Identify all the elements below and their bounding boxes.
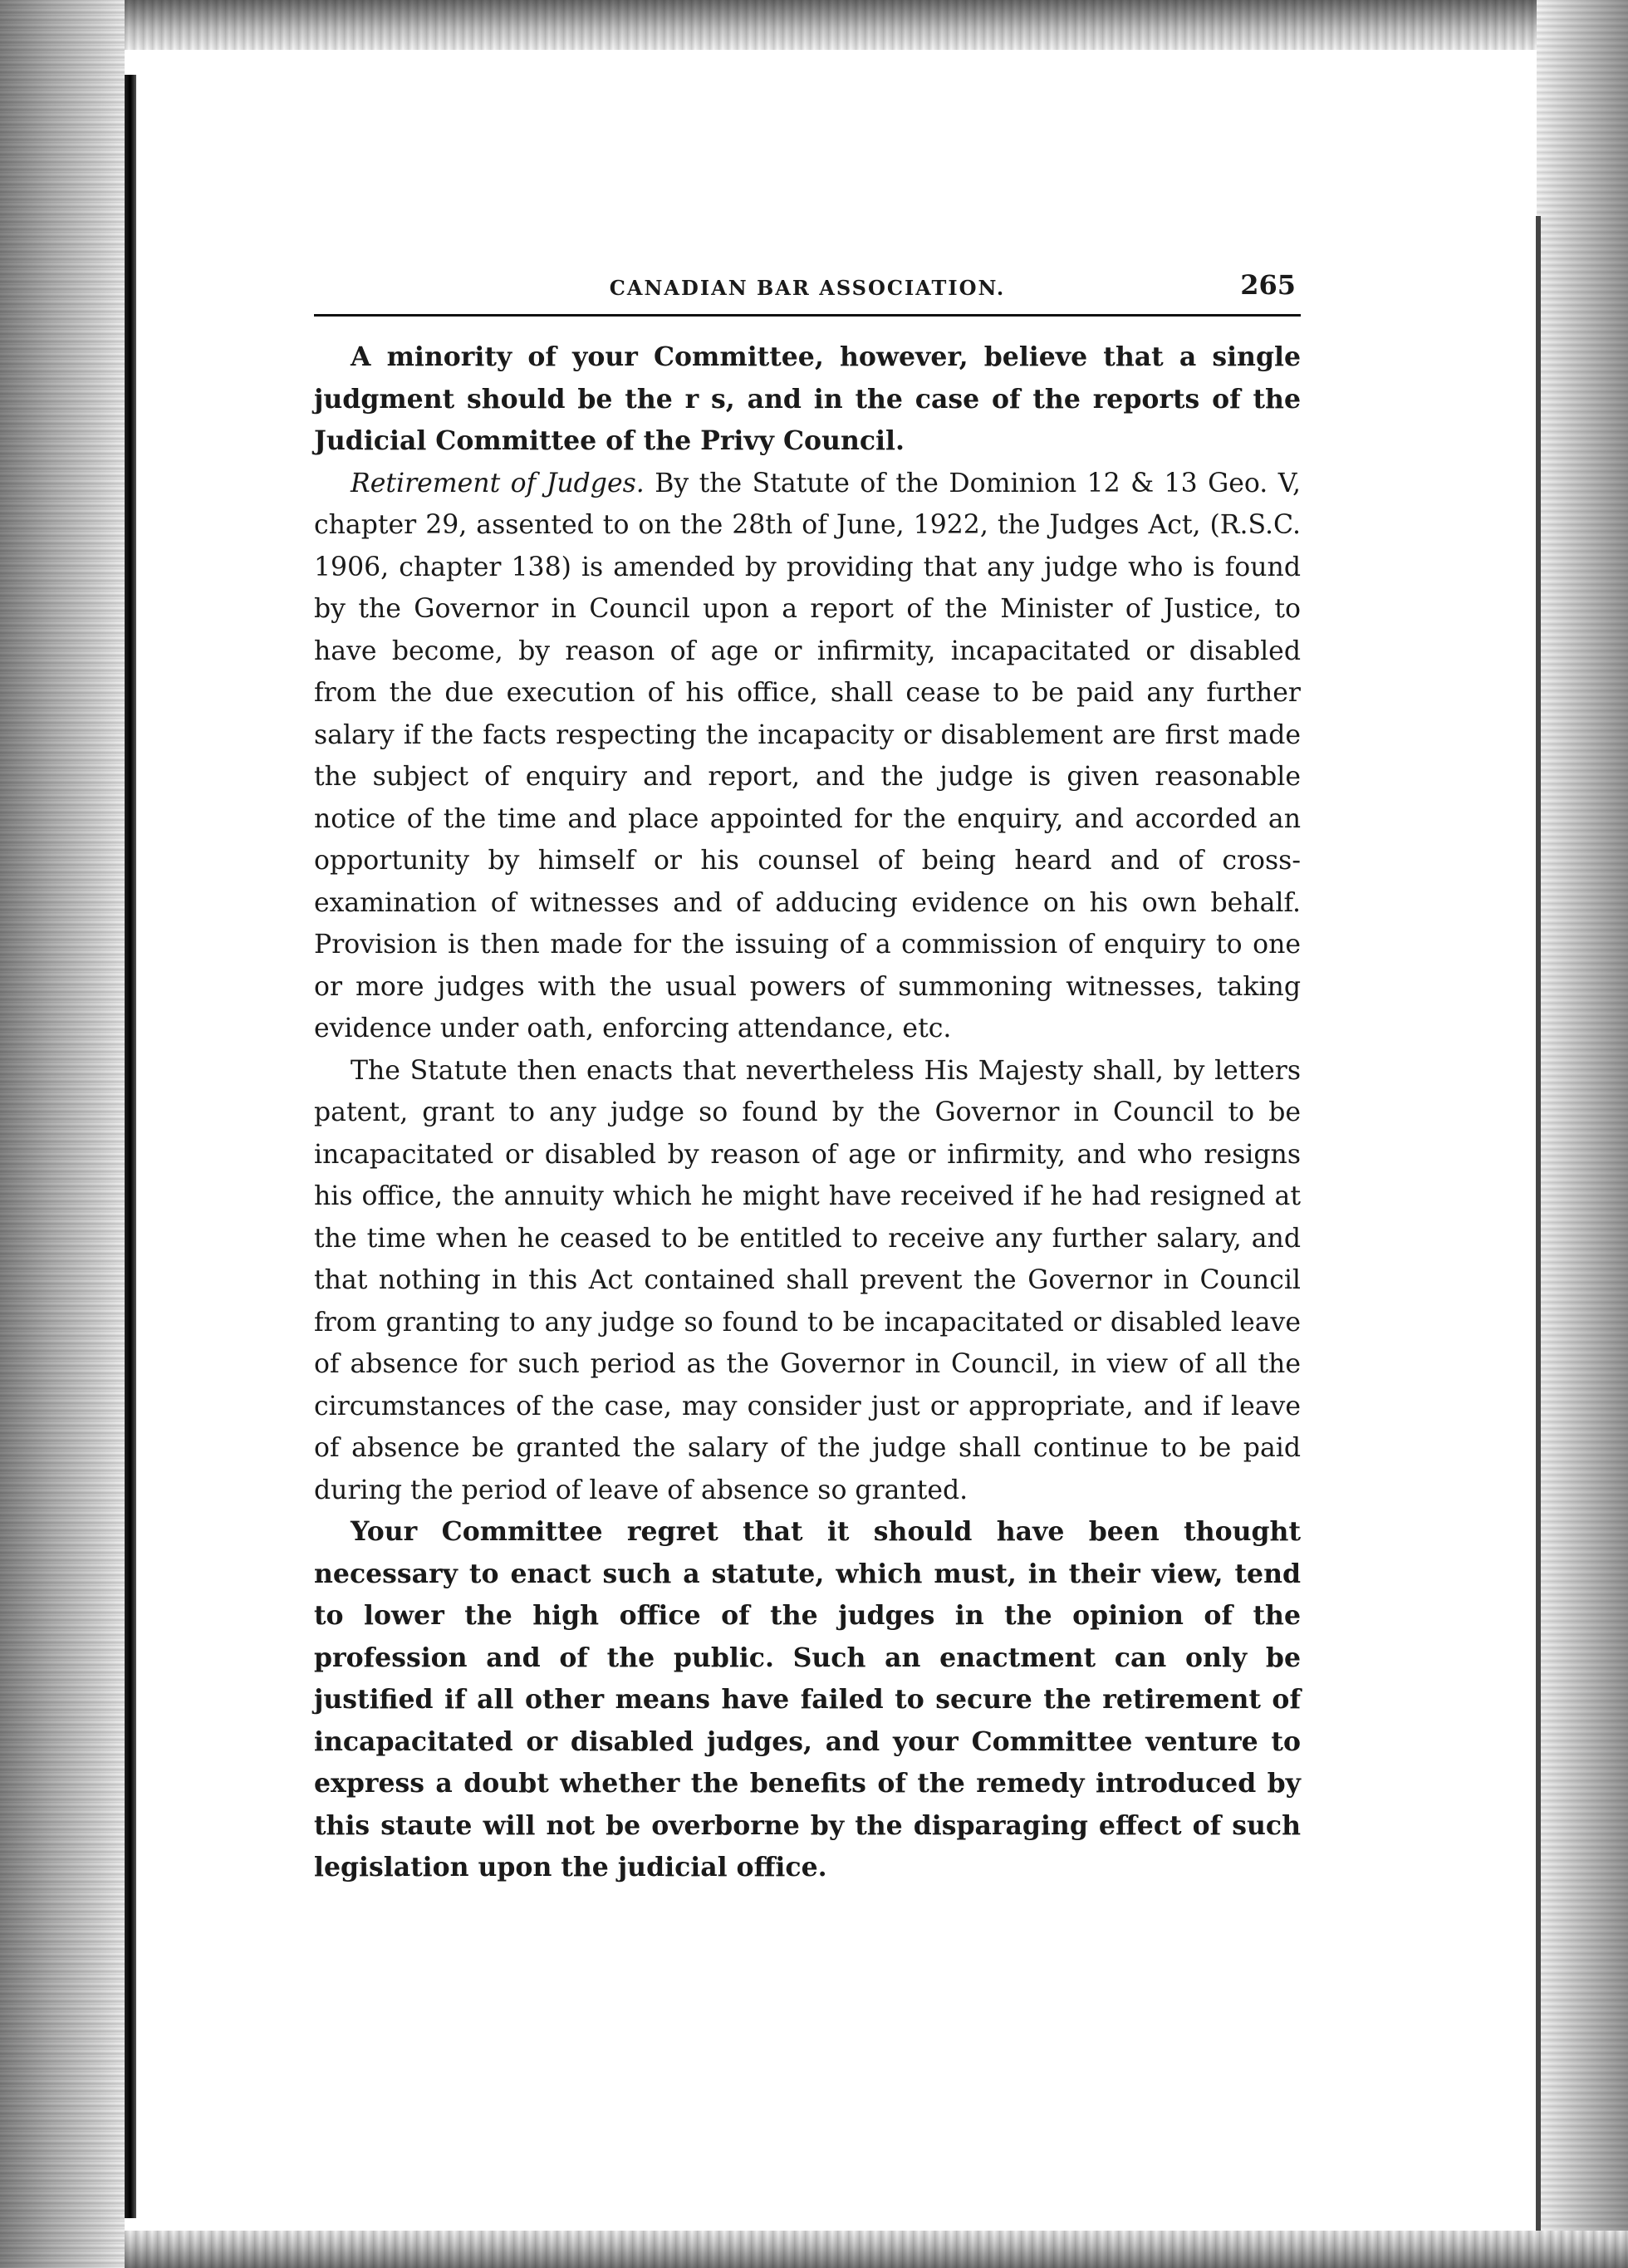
paragraph-committee-regret [314, 1511, 1301, 1889]
scan-edge-left [0, 0, 125, 2268]
body-text [314, 336, 1301, 1889]
paragraph-text: By the Statute of the Dominion 12 & 13 Geo. V, chapter 29, assented to on the 28th of June, 1922, the Judges Act, (R.S.C. 1906, chapter 138) is amended by providing that any judge who is found by the Governor in Council upon a report of the Minister of Justice, to have become, by reason of age or infirmity, incapacitated or disabled from the due execution of his office, shall cease to be paid any further salary if the facts respecting the incapacity or disablement are first made the subject of enquiry and report, and the judge is given reasonable notice of the time and place appointed for the enquiry, and accorded an opportunity by himself or his counsel of being heard and of cross-examination of witnesses and of adducing evidence on his own behalf. Provision is then made for the issuing of a commission of enquiry to one or more judges with the usual powers of summoning witnesses, taking evidence under oath, enforcing attendance, etc. [314, 468, 1301, 1043]
paragraph-statute-enacts [314, 1050, 1301, 1512]
scan-edge-bottom [125, 2231, 1628, 2268]
paragraph-text: Your Committee regret that it should have been thought necessary to enact such a statute, which must, in their view, tend to lower the high office of the judges in the opinion of the profession and of the public. Such an enactment can only be justified if all other means have failed to secure the retirement of incapacitated or disabled judges, and your Committee venture to express a doubt whether the benefits of the remedy introduced by this staute will not be overborne by the disparaging effect of such legislation upon the judicial office. [314, 1516, 1301, 1883]
paragraph-text: A minority of your Committee, however, believe that a single judgment should be the r s, and in the case of the reports of the Judicial Committee of the Privy Council. [314, 341, 1301, 456]
scan-edge-right [1537, 0, 1628, 2268]
scan-binding-shadow [125, 75, 136, 2218]
paragraph-text: The Statute then enacts that nevertheless His Majesty shall, by letters patent, grant to any judge so found by the Governor in Council to be incapacitated or disabled by reason of age or infirmity, and who resigns his office, the annuity which he might have received if he had resigned at the time when he ceased to be entitled to receive any further salary, and that nothing in this Act contained shall prevent the Governor in Council from granting to any judge so found to be incapacitated or disabled leave of absence for such period as the Governor in Council, in view of all the circumstances of the case, may consider just or appropriate, and if leave of absence be granted the salary of the judge shall continue to be paid during the period of leave of absence so granted. [314, 1055, 1301, 1505]
scan-edge-right-line [1536, 216, 1541, 2243]
scan-edge-top [125, 0, 1628, 50]
running-title: CANADIAN BAR ASSOCIATION. [609, 276, 1006, 300]
page-number: 265 [1240, 269, 1296, 301]
running-head [314, 264, 1301, 317]
paragraph-retirement-of-judges [314, 463, 1301, 1050]
paragraph-minority-opinion [314, 336, 1301, 463]
book-page [314, 264, 1301, 1889]
section-heading-retirement-of-judges: Retirement of Judges. [351, 468, 645, 498]
